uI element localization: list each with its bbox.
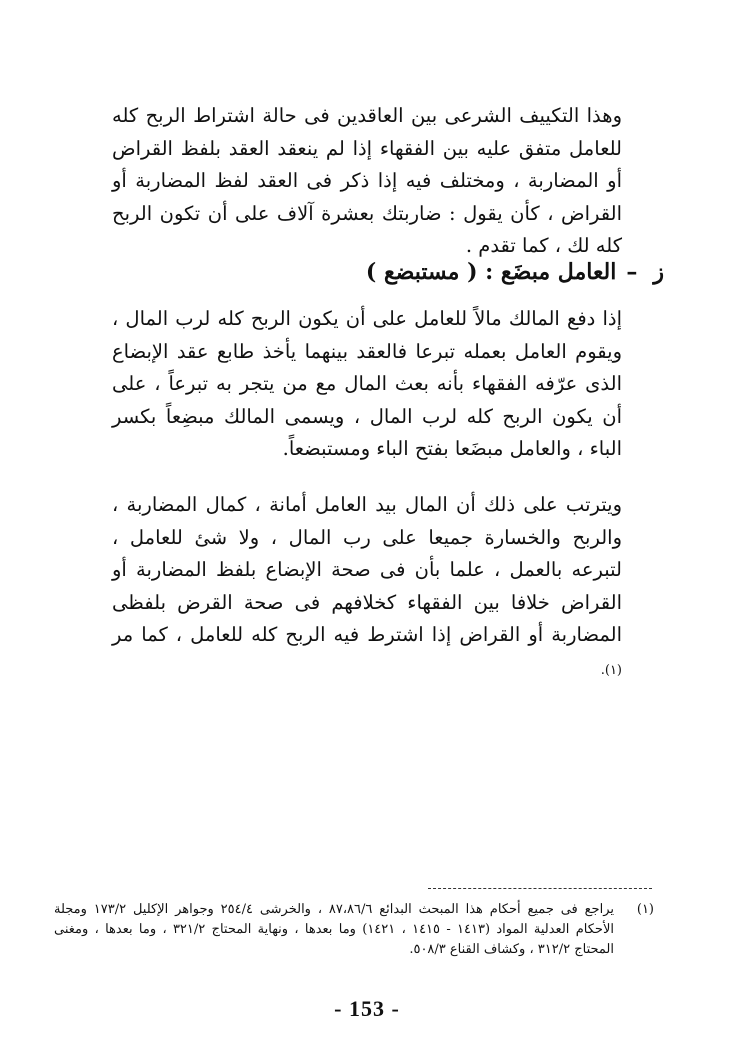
section-heading [104,255,664,289]
page-number: - 153 - [334,996,400,1021]
paragraph-3 [112,489,622,687]
section-title: العامل مبضَع : ( مستبضع ) [365,259,617,285]
footnote-number: (١) [636,902,654,917]
paragraph-3-text: ويترتب على ذلك أن المال بيد العامل أمانة ، كمال المضاربة ، والربح والخسارة جميعا على رب المال ، ولا شئ للعامل ، لتبرعه بالعمل ، علما بأن فى صحة الإبضاع بلفظ المضاربة أو القراض خلافا بين الفقهاء كخلافهم فى صحة القرض بلفظى المضاربة أو القراض إذا اشترط فيه الربح كله للعامل ، كما مر [112,493,622,646]
paragraph-2: إذا دفع المالك مالاً للعامل على أن يكون الربح كله لرب المال ، ويقوم العامل بعمله تبرعا فالعقد بينهما يأخذ طابع عقد الإبضاع الذى عرّفه الفقهاء بأنه بعث المال مع من يتجر به تبرعاً ، على أن يكون الربح كله لرب المال ، ويسمى المالك مبضِعاً بكسر الباء ، والعامل مبضَعا بفتح الباء ومستبضعاً. [112,307,622,460]
footnote-separator [428,888,652,889]
footnote-reference: (١). [600,662,622,678]
section-letter: ز [653,259,664,285]
footnote [54,900,654,960]
paragraph-1: وهذا التكييف الشرعى بين العاقدين فى حالة اشتراط الربح كله للعامل متفق عليه بين الفقهاء إذا لم ينعقد العقد بلفظ القراض أو المضاربة ، ومختلف فيه إذا ذكر فى العقد لفظ المضاربة أو القراض ، كأن يقول : ضاربتك بعشرة آلاف على أن تكون الربح كله لك ، كما تقدم . [112,104,622,257]
footnote-text: يراجع فى جميع أحكام هذا المبحث البدائع ٨٧،٨٦/٦ ، والخرشى ٢٥٤/٤ وجواهر الإكليل ١٧٣/٢ ومجلة الأحكام العدلية المواد (١٤١٣ - ١٤١٥ ، ١٤٢١) وما بعدها ، ونهاية المحتاج ٣٢١/٢ ، وما بعدها ، ومغنى المحتاج ٣١٢/٢ ، وكشاف القناع ٥٠٨/٣. [54,902,614,957]
section-dash: – [626,259,638,285]
